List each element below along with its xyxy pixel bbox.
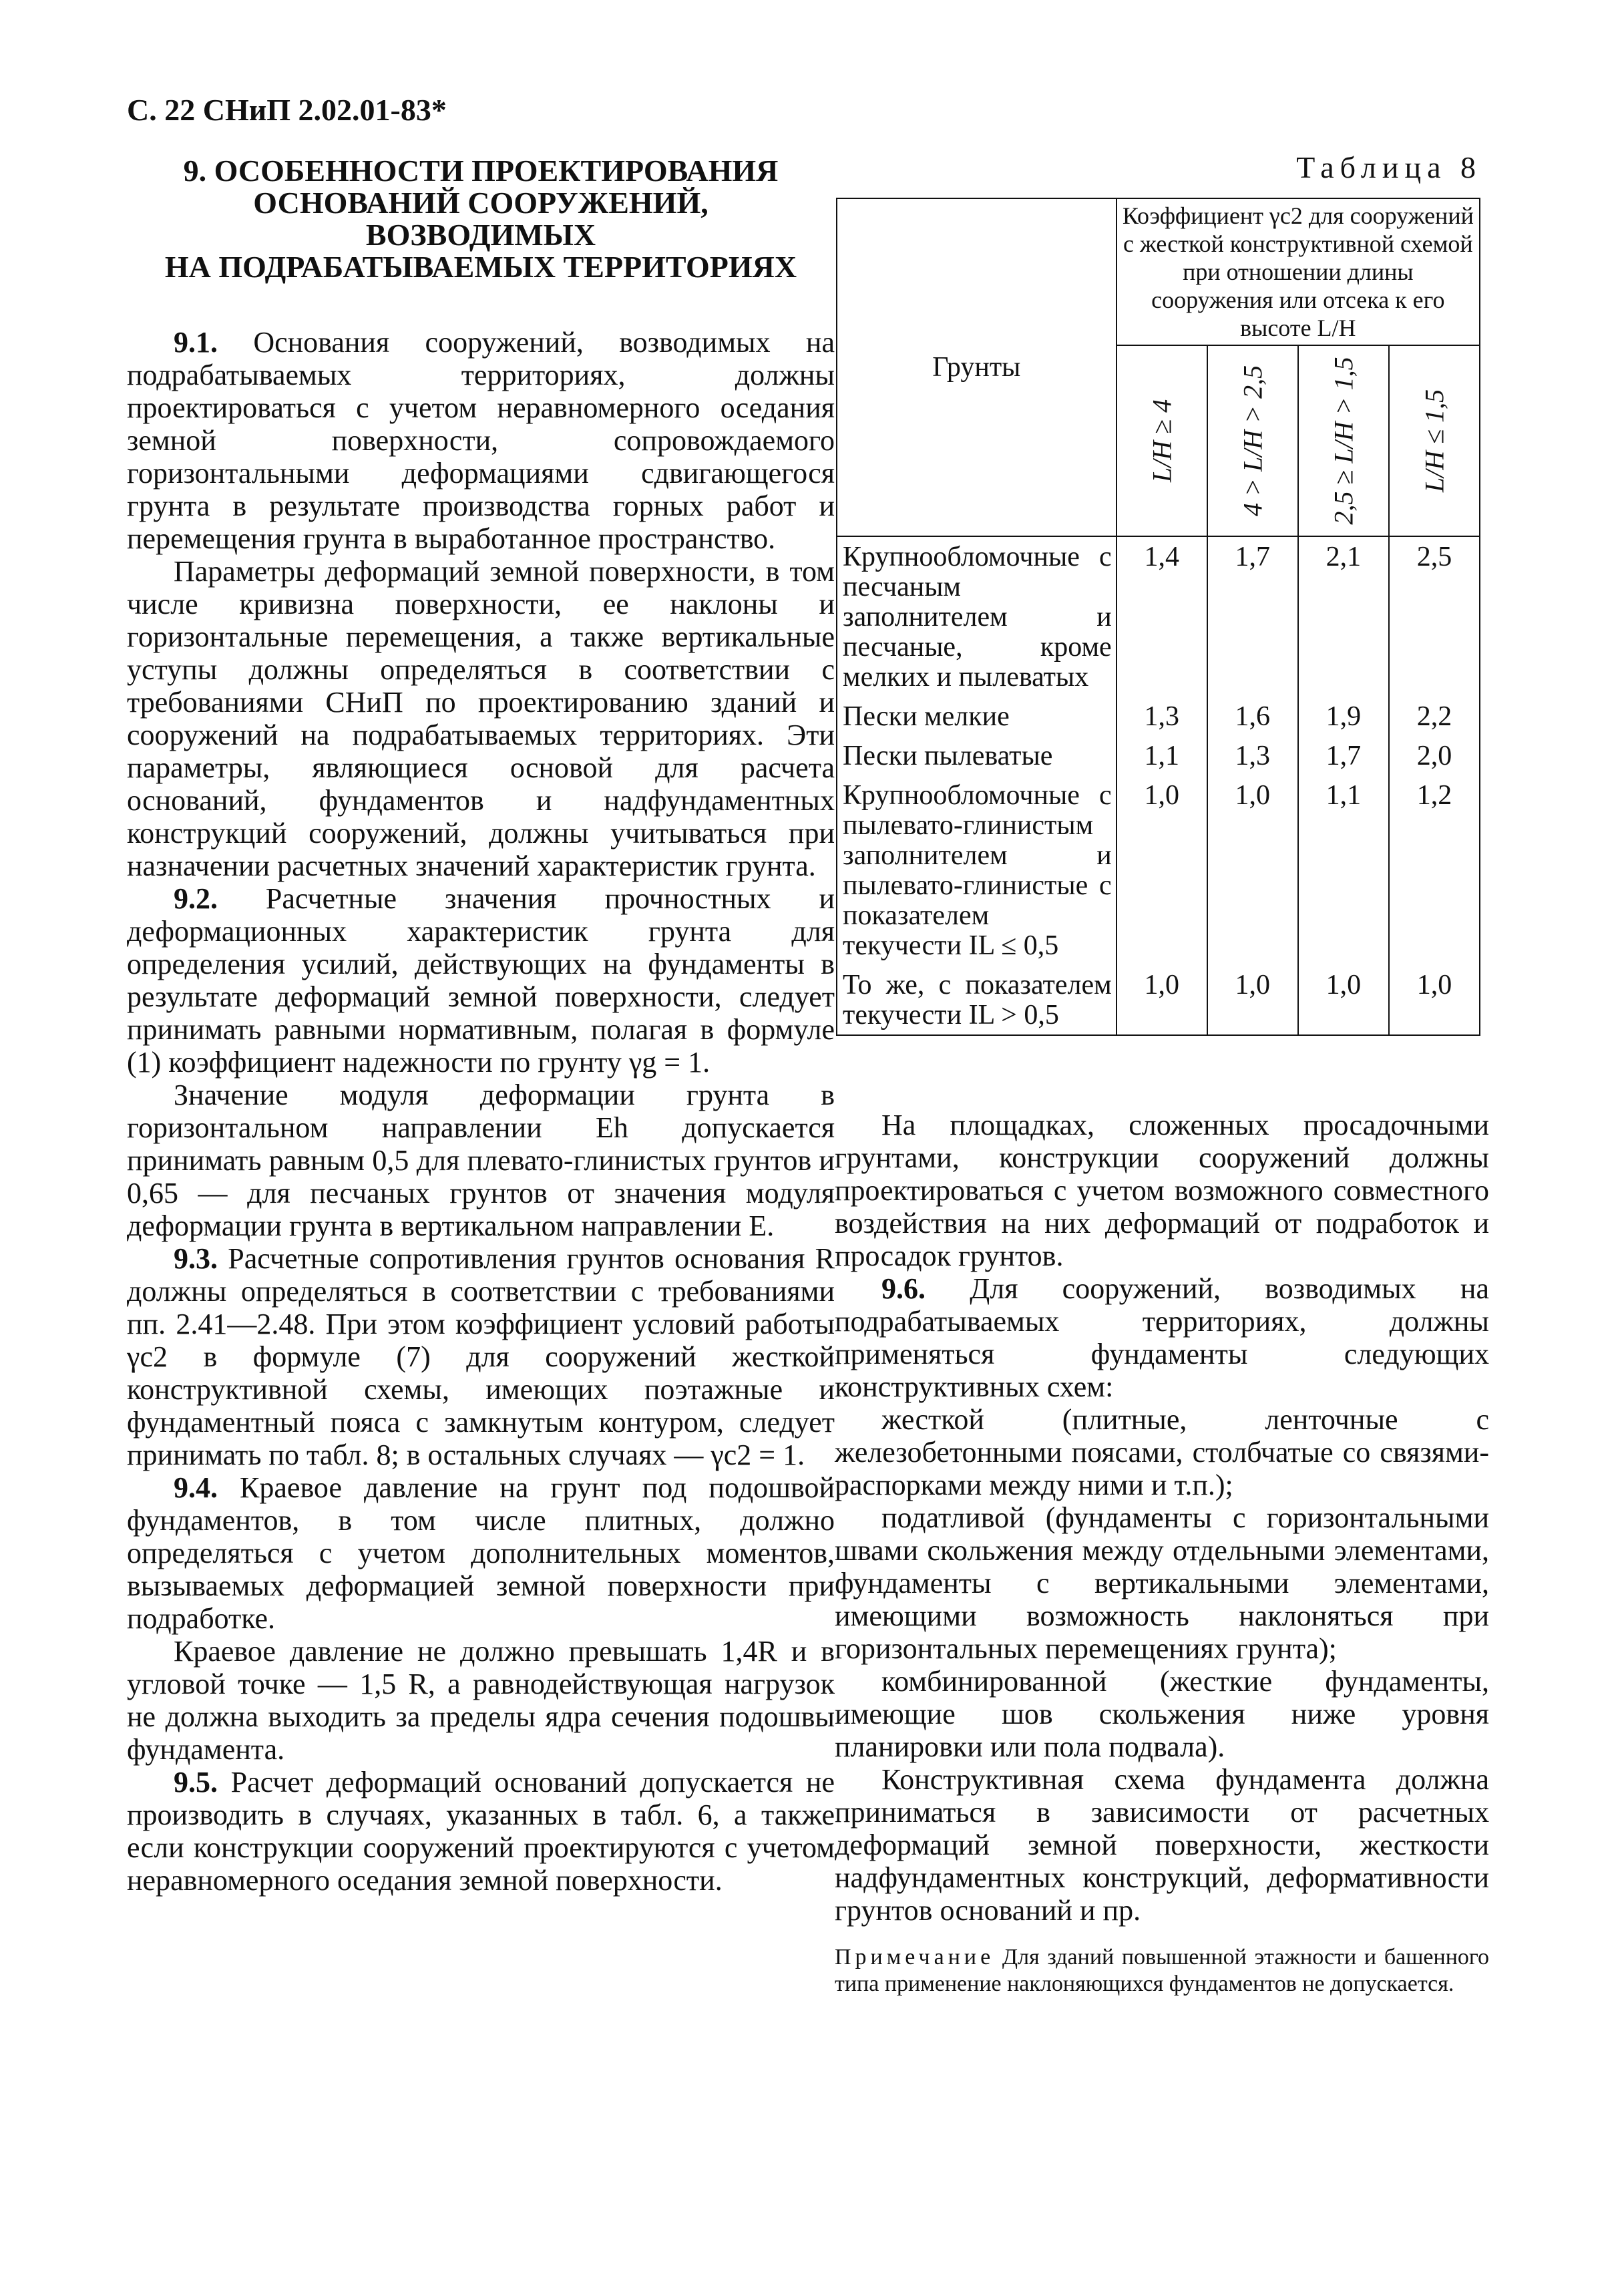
value-cell: 2,1 — [1298, 536, 1389, 697]
paragraph-text: Основания сооружений, возводимых на подрабатываемых территориях, должны проектироваться с учетом неравномерного оседания земной поверхности, сопровождаемого горизонтальными деформациями сдвигающегося грунта в результате производства горных работ и перемещения грунта в выработанное пространство. — [127, 326, 835, 555]
paragraph-text: Расчет деформаций оснований допускается не производить в случаях, указанных в табл. 6, а также если конструкции сооружений проектируются с учетом неравномерного оседания земной поверхности. — [127, 1766, 835, 1897]
paragraph-collapsible-soils: На площадках, сложенных просадочными грунтами, конструкции сооружений должны проектироваться с учетом возможного совместного воздействия на них деформаций от подработок и просадок грунтов. — [835, 1109, 1489, 1272]
table-title: Таблица 8 — [1296, 150, 1482, 184]
soil-cell: Пески мелкие — [837, 697, 1116, 736]
value-cell: 1,7 — [1207, 536, 1298, 697]
paragraph-edge-pressure: Краевое давление не должно превышать 1,4R и в угловой точке — 1,5 R, а равнодействующая нагрузок не должна выходить за пределы ядра сечения подошвы фундамента. — [127, 1635, 835, 1766]
column-header-label: 2,5 ≥ L/H > 1,5 — [1328, 357, 1359, 525]
value-cell: 1,0 — [1207, 775, 1298, 965]
value-cell: 1,6 — [1207, 697, 1298, 736]
value-cell: 1,1 — [1298, 775, 1389, 965]
value-cell: 1,7 — [1298, 736, 1389, 775]
value-cell: 1,0 — [1298, 965, 1389, 1035]
paragraph-9-6 — [835, 1272, 1489, 1403]
paragraph-9-3 — [127, 1242, 835, 1471]
value-cell: 1,2 — [1389, 775, 1480, 965]
value-cell: 1,3 — [1207, 736, 1298, 775]
soil-cell: Пески пылеватые — [837, 736, 1116, 775]
table-row — [837, 775, 1480, 965]
value-cell: 2,0 — [1389, 736, 1480, 775]
clause-number: 9.4. — [174, 1471, 218, 1504]
soil-cell: То же, с показателем текучести IL > 0,5 — [837, 965, 1116, 1035]
section-title — [127, 155, 835, 283]
grunt-header: Грунты — [837, 198, 1116, 536]
column-header — [1116, 345, 1207, 536]
clause-number: 9.2. — [174, 882, 218, 915]
soil-cell: Крупнообломочные с пылевато-глинистым заполнителем и пылевато-глинистые с показателем текучести IL ≤ 0,5 — [837, 775, 1116, 965]
column-header — [1389, 345, 1480, 536]
column-header-label: L/H ≤ 1,5 — [1419, 389, 1450, 493]
table-row — [837, 536, 1480, 697]
column-header-label: L/H ≥ 4 — [1147, 399, 1177, 483]
section-title-line: 9. ОСОБЕННОСТИ ПРОЕКТИРОВАНИЯ — [183, 154, 779, 188]
list-item-combined: комбинированной (жесткие фундаменты, имеющие шов скольжения ниже уровня планировки или пола подвала). — [835, 1665, 1489, 1763]
value-cell: 1,0 — [1389, 965, 1480, 1035]
column-header — [1298, 345, 1389, 536]
paragraph-text: Расчетные сопротивления грунтов основания R должны определяться в соответствии с требованиями пп. 2.41—2.48. При этом коэффициент условий работы γc2 в формуле (7) для сооружений жесткой конструктивной схемы, имеющих поэтажные и фундаментный пояса с замкнутым контуром, следует принимать по табл. 8; в остальных случаях — γc2 = 1. — [127, 1242, 835, 1471]
table-8 — [836, 198, 1480, 1036]
note — [835, 1944, 1489, 1998]
value-cell: 1,1 — [1116, 736, 1207, 775]
paragraph-modulus: Значение модуля деформации грунта в горизонтальном направлении Eh допускается принимать равным 0,5 для плевато-глинистых грунтов и 0,65 — для песчаных грунтов от значения модуля деформации грунта в вертикальном направлении E. — [127, 1079, 835, 1242]
column-header — [1207, 345, 1298, 536]
clause-number: 9.6. — [881, 1272, 926, 1305]
value-cell: 1,0 — [1207, 965, 1298, 1035]
table-row — [837, 697, 1480, 736]
value-cell: 1,0 — [1116, 775, 1207, 965]
clause-number: 9.1. — [174, 326, 218, 359]
paragraph-9-1 — [127, 326, 835, 555]
clause-number: 9.5. — [174, 1766, 218, 1798]
value-cell: 1,3 — [1116, 697, 1207, 736]
table-row — [837, 736, 1480, 775]
paragraph-9-2 — [127, 882, 835, 1079]
section-title-line: НА ПОДРАБАТЫВАЕМЫХ ТЕРРИТОРИЯХ — [164, 250, 797, 284]
paragraph-text: Расчетные значения прочностных и деформационных характеристик грунта для определения усилий, действующих на фундаменты в результате деформаций земной поверхности, следует принимать равными нормативным, полагая в формуле (1) коэффициент надежности по грунту γg = 1. — [127, 882, 835, 1079]
left-column — [127, 155, 835, 1897]
value-cell: 2,2 — [1389, 697, 1480, 736]
paragraph-scheme: Конструктивная схема фундамента должна приниматься в зависимости от расчетных деформаций земной поверхности, жесткости надфундаментных конструкций, деформативности грунтов оснований и пр. — [835, 1763, 1489, 1927]
page-header: С. 22 СНиП 2.02.01-83* — [127, 93, 447, 127]
soil-cell: Крупнообломочные с песчаным заполнителем и песчаные, кроме мелких и пылеватых — [837, 536, 1116, 697]
paragraph-9-5 — [127, 1766, 835, 1897]
right-column — [835, 1109, 1489, 1998]
list-item-compliant: податливой (фундаменты с горизонтальными швами скольжения между отдельными элементами, фундаменты с вертикальными элементами, имеющими возможность наклоняться при горизонтальных перемещениях грунта); — [835, 1501, 1489, 1665]
paragraph-text: Для сооружений, возводимых на подрабатываемых территориях, должны применяться фундаменты следующих конструктивных схем: — [835, 1272, 1489, 1403]
table-row — [837, 965, 1480, 1035]
note-text: Для зданий повышенной этажности и башенного типа применение наклоняющихся фундаментов не допускается. — [835, 1945, 1489, 1996]
clause-number: 9.3. — [174, 1242, 218, 1275]
value-cell: 1,0 — [1116, 965, 1207, 1035]
paragraph-9-4 — [127, 1471, 835, 1635]
note-label: Примечание — [835, 1945, 995, 1969]
column-header-label: 4 > L/H > 2,5 — [1237, 365, 1268, 517]
section-title-line: ОСНОВАНИЙ СООРУЖЕНИЙ, — [253, 186, 708, 220]
paragraph-deformation-params: Параметры деформаций земной поверхности, в том числе кривизна поверхности, ее наклоны и горизонтальные перемещения, а также вертикальные уступы должны определяться в соответствии с требованиями СНиП по проектированию зданий и сооружений на подрабатываемых территориях. Эти параметры, являющиеся основой для расчета оснований, фундаментов и надфундаментных конструкций сооружений, должны учитываться при назначении расчетных значений характеристик грунта. — [127, 555, 835, 882]
coef-header: Коэффициент γc2 для сооружений с жесткой конструктивной схемой при отношении длины сооружения или отсека к его высоте L/H — [1116, 198, 1480, 345]
value-cell: 1,4 — [1116, 536, 1207, 697]
list-item-rigid: жесткой (плитные, ленточные с железобетонными поясами, столбчатые со связями-распорками между ними и т.п.); — [835, 1403, 1489, 1501]
section-title-line: ВОЗВОДИМЫХ — [365, 218, 596, 252]
value-cell: 2,5 — [1389, 536, 1480, 697]
value-cell: 1,9 — [1298, 697, 1389, 736]
paragraph-text: Краевое давление на грунт под подошвой фундаментов, в том числе плитных, должно определяться с учетом дополнительных моментов, вызываемых деформацией земной поверхности при подработке. — [127, 1471, 835, 1635]
